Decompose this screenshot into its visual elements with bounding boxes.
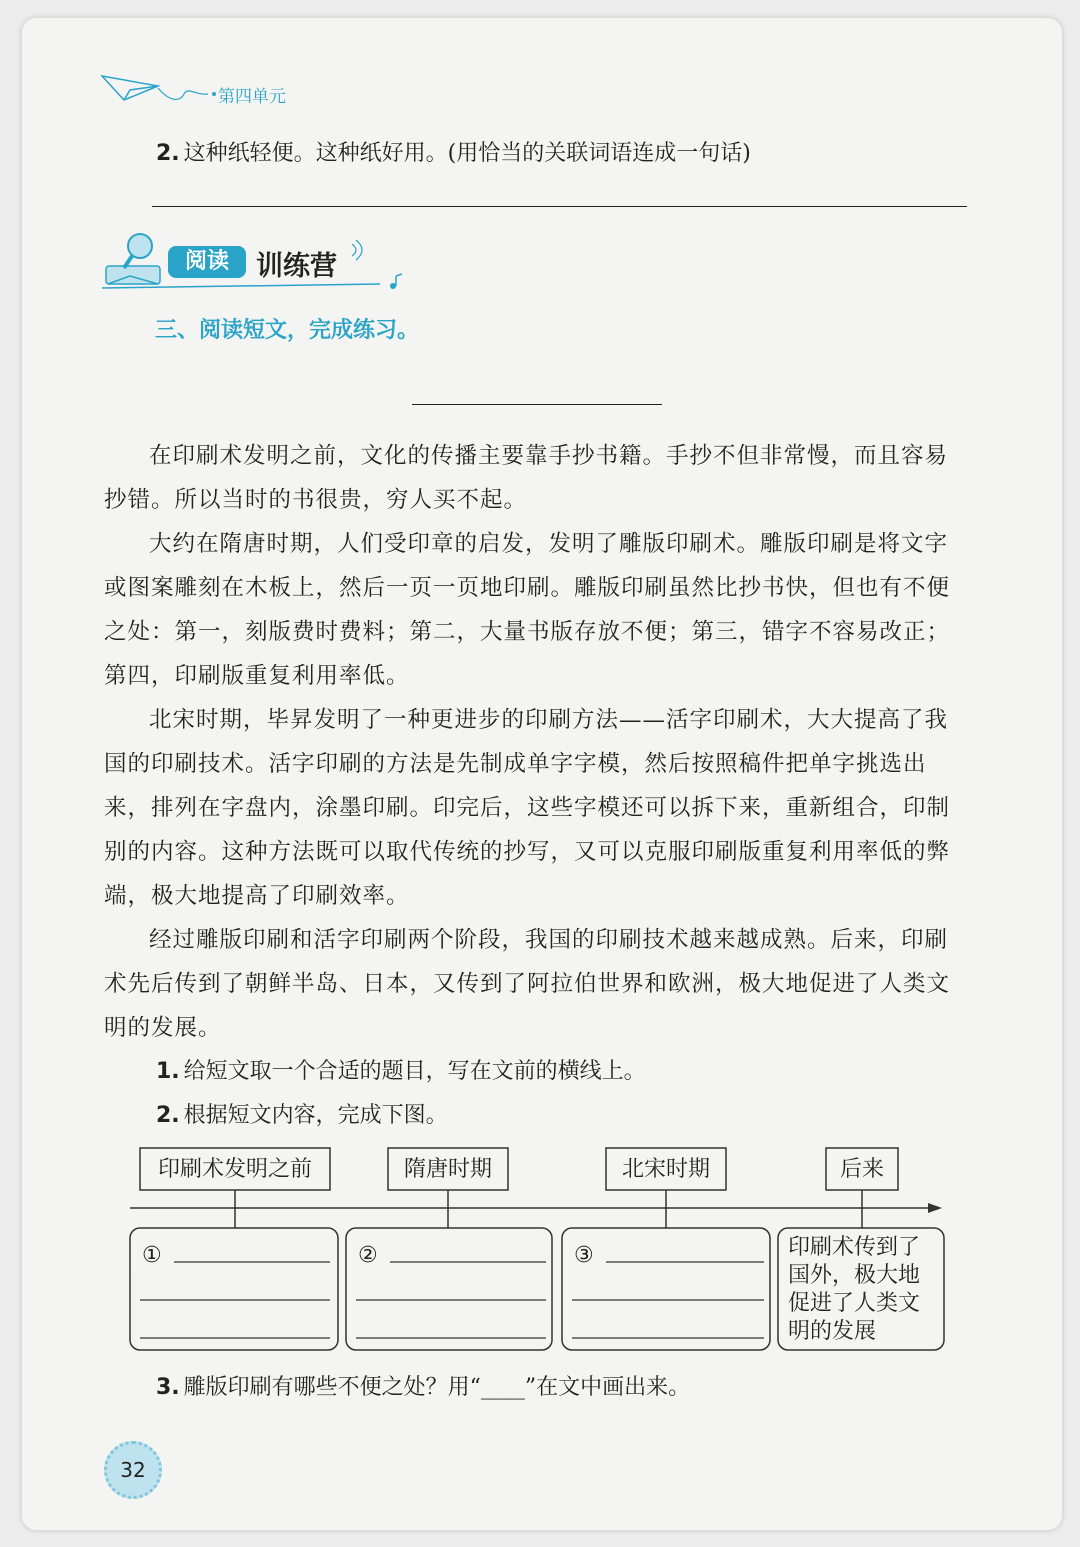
question-number: 3. (156, 1375, 180, 1400)
question-number: 2. (156, 1103, 180, 1128)
question-text: 根据短文内容，完成下图。 (183, 1103, 448, 1128)
paragraph-2: 大约在隋唐时期，人们受印章的启发，发明了雕版印刷术。雕版印刷是将文字或图案雕刻在木板上，然后一页一页地印刷。雕版印刷虽然比抄书快，但也有不便之处：第一，刻版费时费料；第二，大量书版存放不便；第三，错字不容易改正；第四，印刷版重复利用率低。 (104, 531, 951, 689)
question-2 (156, 1098, 448, 1129)
question-top (156, 136, 751, 167)
unit-label: 第四单元 (218, 87, 286, 107)
reading-banner (100, 228, 410, 298)
box4-line-2: 国外，极大地 (788, 1263, 921, 1288)
timeline-diagram (128, 1144, 948, 1354)
marker-2: ② (358, 1243, 378, 1268)
reading-tag: 阅读 (168, 246, 246, 278)
paragraph-4: 经过雕版印刷和活字印刷两个阶段，我国的印刷技术越来越成熟。后来，印刷术先后传到了朝鲜半岛、日本，又传到了阿拉伯世界和欧洲，极大地促进了人类文明的发展。 (104, 927, 951, 1041)
marker-3: ③ (574, 1243, 594, 1268)
page-number: 32 (104, 1441, 162, 1499)
question-number: 1. (156, 1059, 180, 1084)
period-label-3: 北宋时期 (621, 1157, 711, 1182)
period-label-4: 后来 (839, 1157, 885, 1182)
marker-1: ① (142, 1243, 162, 1268)
question-number: 2. (156, 141, 180, 166)
question-3 (156, 1370, 690, 1401)
box4-line-1: 印刷术传到了 (788, 1235, 921, 1260)
question-text: 给短文取一个合适的题目，写在文前的横线上。 (183, 1059, 646, 1084)
answer-line[interactable] (152, 206, 967, 207)
banner-title: 训练营 (256, 251, 337, 282)
title-blank-line[interactable] (412, 404, 662, 405)
period-label-1: 印刷术发明之前 (157, 1157, 313, 1182)
box4-line-3: 促进了人类文 (788, 1291, 921, 1316)
question-1 (156, 1054, 646, 1085)
section-heading: 三、阅读短文，完成练习。 (155, 318, 420, 343)
period-label-2: 隋唐时期 (403, 1157, 493, 1182)
paragraph-1: 在印刷术发明之前，文化的传播主要靠手抄书籍。手抄不但非常慢，而且容易抄错。所以当时的书很贵，穷人买不起。 (104, 443, 949, 513)
box4-line-4: 明的发展 (788, 1319, 877, 1344)
question-text: 这种纸轻便。这种纸好用。(用恰当的关联词语连成一句话) (183, 141, 751, 166)
question-text: 雕版印刷有哪些不便之处？用“____”在文中画出来。 (183, 1375, 691, 1400)
paragraph-3: 北宋时期，毕昇发明了一种更进步的印刷方法——活字印刷术，大大提高了我国的印刷技术。活字印刷的方法是先制成单字字模，然后按照稿件把单字挑选出来，排列在字盘内，涂墨印刷。印完后，这些字模还可以拆下来，重新组合，印制别的内容。这种方法既可以取代传统的抄写，又可以克服印刷版重复利用率低的弊端，极大地提高了印刷效率。 (104, 707, 951, 909)
paper-plane-icon (100, 72, 220, 112)
